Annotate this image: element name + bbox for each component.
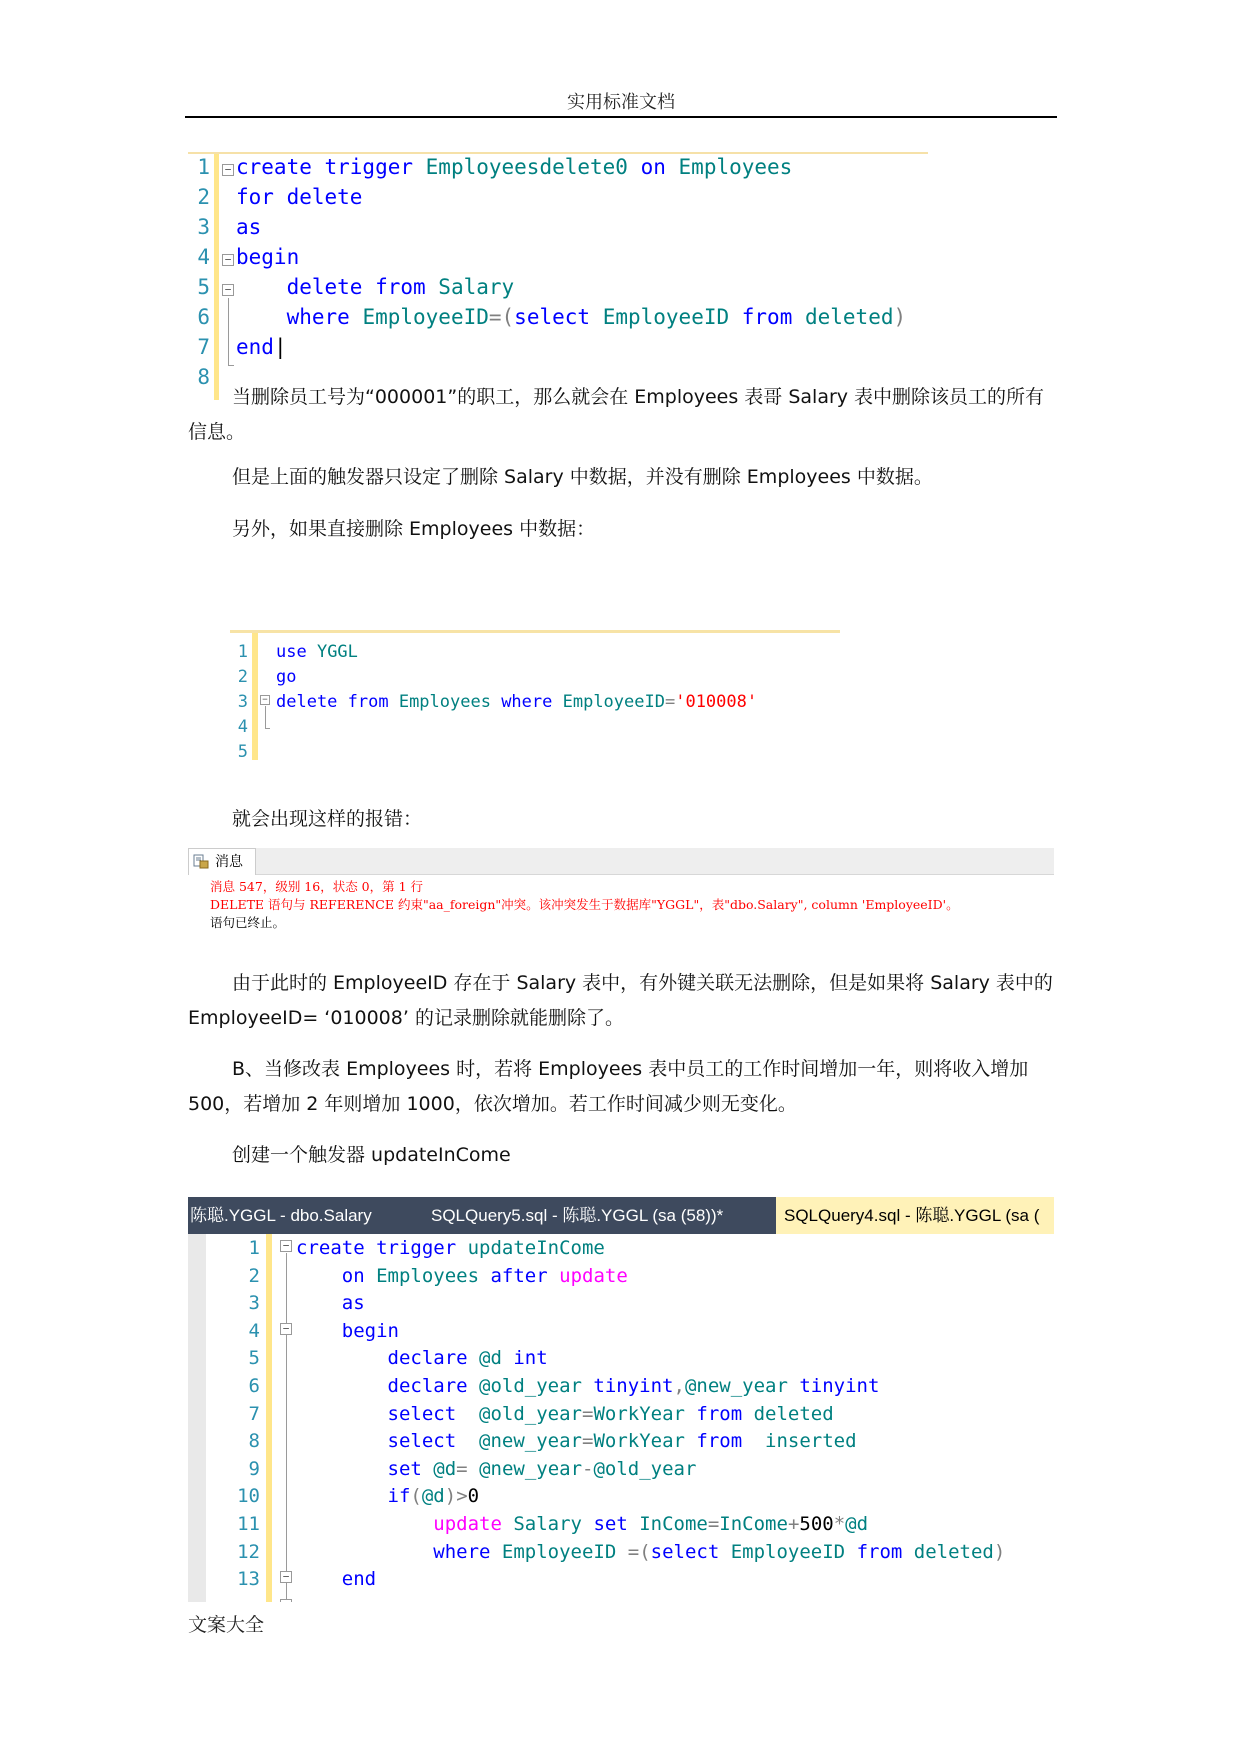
- code-token: @new_year: [479, 1430, 582, 1453]
- code-token: select: [387, 1430, 480, 1453]
- code-token: updateInCome: [467, 1237, 605, 1259]
- code-token: =(: [627, 1540, 651, 1563]
- line-number: 4: [248, 1319, 260, 1342]
- code-token: update: [559, 1264, 628, 1287]
- code-token: go: [276, 667, 297, 687]
- code-token: as: [341, 1292, 365, 1315]
- code-line[interactable]: [296, 1428, 857, 1456]
- code-token: delete from: [286, 275, 439, 299]
- code-token: |: [273, 335, 287, 359]
- line-number: 1: [248, 1237, 260, 1259]
- code-token: Employees: [398, 692, 502, 712]
- code-token: '010008': [675, 692, 758, 712]
- code-token: [236, 305, 287, 329]
- collapse-icon[interactable]: −: [280, 1571, 292, 1583]
- code-token: @d: [421, 1485, 445, 1508]
- line-number: 6: [197, 305, 210, 329]
- code-token: deleted: [753, 1402, 834, 1425]
- code-token: EmployeeID: [362, 305, 489, 329]
- collapse-icon[interactable]: −: [222, 164, 234, 176]
- fold-guide-end: [265, 706, 270, 729]
- code-token: where: [501, 692, 563, 712]
- code-token: set: [387, 1457, 434, 1480]
- code-token: YGGL: [316, 642, 358, 662]
- code-line[interactable]: [236, 182, 362, 212]
- code-line[interactable]: [236, 272, 514, 302]
- line-number: 8: [248, 1430, 260, 1453]
- line-number: 5: [197, 275, 210, 299]
- code-token: where: [286, 305, 363, 329]
- collapse-icon[interactable]: −: [260, 695, 270, 705]
- code-token: *: [833, 1513, 846, 1535]
- code-line[interactable]: [236, 302, 906, 332]
- code-token: Salary: [438, 275, 515, 299]
- fold-guide-line: [286, 1253, 287, 1602]
- code-token: @old_year: [479, 1402, 582, 1425]
- code-token: [296, 1347, 388, 1369]
- code-line[interactable]: [236, 212, 261, 242]
- code-token: -: [582, 1457, 594, 1480]
- code-token: [296, 1458, 388, 1480]
- code-token: =: [707, 1513, 720, 1535]
- code-line[interactable]: [276, 665, 296, 690]
- collapse-icon[interactable]: −: [280, 1323, 292, 1335]
- line-number: 2: [197, 185, 210, 209]
- code-token: tinyint: [799, 1375, 880, 1397]
- code-token: InCome: [639, 1513, 708, 1535]
- code-token: Employees: [678, 155, 793, 179]
- code-token: [296, 1568, 342, 1590]
- code-token: =(: [488, 305, 515, 329]
- line-number: 13: [237, 1568, 260, 1591]
- code-token: EmployeeID: [730, 1540, 857, 1563]
- messages-icon: [193, 854, 209, 869]
- code-token: [236, 275, 287, 299]
- code-token: after: [490, 1264, 560, 1287]
- line-number: 9: [248, 1457, 260, 1480]
- collapse-icon[interactable]: −: [222, 254, 234, 266]
- code-token: 0: [467, 1485, 480, 1508]
- code-token: from: [856, 1540, 914, 1563]
- collapse-icon[interactable]: −: [222, 284, 234, 296]
- messages-panel: [188, 848, 1054, 938]
- code-token: @new_year: [479, 1457, 583, 1480]
- paragraph-1: 当删除员工号为“000001”的职工，那么就会在 Employees 表哥 Salary 表中删除该员工的所有信息。: [188, 386, 1045, 443]
- code-token: begin: [236, 245, 300, 269]
- code-line[interactable]: [296, 1456, 696, 1484]
- code-token: [296, 1430, 388, 1452]
- code-line[interactable]: [296, 1511, 868, 1539]
- code-token: inserted: [765, 1430, 857, 1453]
- code-line[interactable]: [296, 1290, 365, 1318]
- code-line[interactable]: [276, 690, 757, 715]
- code-token: deleted: [804, 305, 894, 329]
- code-line[interactable]: [296, 1345, 548, 1373]
- code-token: ,: [673, 1375, 685, 1397]
- line-number: 11: [237, 1513, 260, 1535]
- code-token: declare: [387, 1375, 480, 1397]
- code-token: tinyint: [593, 1375, 674, 1397]
- code-token: declare: [387, 1347, 480, 1370]
- change-margin-bar: [214, 154, 219, 400]
- code-token: use: [276, 642, 317, 662]
- messages-tab-label: 消息: [215, 854, 243, 870]
- error-line-1: 消息 547，级别 16，状态 0，第 1 行: [210, 879, 424, 894]
- paragraph-7: 创建一个触发器 updateInCome: [232, 1144, 511, 1166]
- change-margin-bar: [252, 633, 258, 760]
- code-token: if: [387, 1485, 411, 1508]
- code-token: [296, 1403, 388, 1425]
- code-token: on: [341, 1264, 377, 1287]
- collapse-icon[interactable]: −: [280, 1240, 292, 1252]
- code-token: int: [513, 1347, 548, 1370]
- code-token: Salary: [513, 1513, 594, 1535]
- code-token: ): [993, 1540, 1006, 1563]
- code-token: EmployeeID: [501, 1540, 628, 1563]
- code-token: 500: [799, 1513, 834, 1535]
- code-token: @new_year: [684, 1375, 800, 1397]
- code-token: [296, 1485, 388, 1507]
- code-token: =: [581, 1430, 594, 1453]
- editor-tabbar: [188, 1197, 1054, 1234]
- code-token: Employeesdelete0: [425, 155, 641, 179]
- code-token: ): [893, 305, 907, 329]
- code-token: [296, 1513, 433, 1535]
- code-token: [296, 1265, 342, 1287]
- line-number: 7: [248, 1402, 260, 1425]
- code-token: InCome: [719, 1513, 788, 1535]
- code-token: end: [236, 335, 274, 359]
- trigger-delete-code-block: [188, 152, 928, 400]
- line-number: 3: [248, 1292, 260, 1315]
- code-line[interactable]: [296, 1483, 479, 1511]
- editor-left-margin: [188, 1234, 206, 1602]
- tab-messages[interactable]: [188, 848, 256, 875]
- paragraph-6: B、当修改表 Employees 时，若将 Employees 表中员工的工作时间增加一年，则将收入增加 500，若增加 2 年则增加 1000，依次增加。若工作时间减少则无变化。: [188, 1058, 1029, 1115]
- line-number: 7: [197, 335, 210, 359]
- code-token: WorkYear: [593, 1430, 697, 1453]
- page-header: 实用标准文档: [567, 92, 675, 113]
- code-token: where: [433, 1540, 502, 1563]
- code-token: +: [787, 1513, 800, 1535]
- code-token: @old_year: [593, 1457, 697, 1480]
- line-number: 1: [197, 155, 210, 179]
- code-token: on: [640, 155, 679, 179]
- code-token: [296, 1320, 342, 1342]
- code-token: (: [410, 1485, 422, 1508]
- code-token: [296, 1375, 388, 1397]
- code-token: WorkYear: [593, 1402, 697, 1425]
- line-number: 3: [197, 215, 210, 239]
- code-token: =: [456, 1457, 480, 1480]
- line-number: 8: [197, 365, 210, 389]
- code-token: EmployeeID: [602, 305, 742, 329]
- code-token: create trigger: [236, 155, 426, 179]
- paragraph-4: 就会出现这样的报错：: [232, 808, 423, 830]
- code-token: for delete: [236, 185, 363, 209]
- code-line[interactable]: [296, 1235, 605, 1263]
- paragraph-3: 另外，如果直接删除 Employees 中数据：: [232, 518, 596, 540]
- messages-tabbar: [188, 848, 1054, 875]
- code-token: update: [433, 1513, 514, 1535]
- code-token: EmployeeID: [562, 692, 665, 712]
- tab-dbo-salary[interactable]: 陈聪.YGGL - dbo.Salary: [190, 1206, 372, 1225]
- code-token: from: [696, 1402, 754, 1425]
- fold-guide-end: [228, 320, 234, 366]
- code-token: select: [650, 1540, 731, 1563]
- code-token: end: [341, 1568, 377, 1591]
- change-margin-bar: [266, 1234, 272, 1602]
- editor-top-border: [230, 630, 840, 633]
- line-number: 5: [248, 1347, 260, 1370]
- line-number: 3: [237, 692, 248, 712]
- paragraph-2: 但是上面的触发器只设定了删除 Salary 中数据，并没有删除 Employees 中数据。: [232, 466, 933, 488]
- tab-sqlquery5[interactable]: SQLQuery5.sql - 陈聪.YGGL (sa (58))*: [431, 1206, 724, 1225]
- line-number: 1: [237, 642, 248, 662]
- code-token: select: [387, 1402, 480, 1425]
- code-token: [296, 1292, 342, 1314]
- code-line[interactable]: [236, 242, 299, 272]
- line-number: 4: [197, 245, 210, 269]
- delete-employees-code-block: [230, 630, 840, 760]
- code-token: Employees: [376, 1264, 491, 1287]
- code-token: @d: [433, 1457, 457, 1480]
- paragraph-5: 由于此时的 EmployeeID 存在于 Salary 表中，有外键关联无法删除，但是如果将 Salary 表中的 EmployeeID= ‘010008’ 的记录删除就能删除了。: [188, 972, 1053, 1029]
- code-token: begin: [341, 1319, 399, 1342]
- tab-sqlquery4[interactable]: SQLQuery4.sql - 陈聪.YGGL (sa (: [776, 1197, 1054, 1234]
- code-line[interactable]: [296, 1373, 879, 1401]
- code-line[interactable]: [296, 1539, 1005, 1567]
- line-number: 4: [237, 717, 248, 737]
- code-line[interactable]: [236, 332, 287, 362]
- line-number: 2: [248, 1264, 260, 1287]
- line-number: 6: [248, 1375, 260, 1397]
- line-number: 5: [237, 742, 248, 762]
- code-token: create trigger: [296, 1237, 468, 1259]
- code-token: deleted: [913, 1540, 994, 1563]
- code-token: )>: [444, 1485, 468, 1508]
- code-token: =: [581, 1402, 594, 1425]
- code-token: select: [514, 305, 603, 329]
- code-line[interactable]: [296, 1566, 376, 1594]
- line-number: 10: [237, 1485, 260, 1508]
- code-token: from: [696, 1430, 766, 1453]
- error-line-2: DELETE 语句与 REFERENCE 约束"aa_foreign"冲突。该冲突发生于数据库"YGGL"，表"dbo.Salary", column 'EmployeeID'。: [210, 897, 959, 912]
- code-token: from: [741, 305, 805, 329]
- collapse-icon[interactable]: [280, 1599, 292, 1602]
- line-number: 2: [237, 667, 248, 687]
- code-token: delete from: [276, 692, 399, 712]
- code-token: @d: [845, 1513, 869, 1535]
- code-token: @d: [479, 1347, 514, 1370]
- code-line[interactable]: [296, 1263, 628, 1291]
- update-income-code-block: [188, 1197, 1054, 1602]
- code-line[interactable]: [276, 640, 358, 665]
- code-line[interactable]: [236, 152, 792, 182]
- code-token: @old_year: [479, 1375, 594, 1397]
- line-number: 12: [237, 1540, 260, 1563]
- status-line: 语句已终止。: [210, 915, 286, 930]
- code-token: set: [593, 1513, 640, 1535]
- code-token: [296, 1541, 433, 1563]
- code-token: =: [664, 692, 676, 712]
- header-rule: [185, 116, 1057, 118]
- page-footer: 文案大全: [188, 1614, 265, 1636]
- code-line[interactable]: [296, 1318, 399, 1346]
- code-line[interactable]: [296, 1401, 834, 1429]
- code-token: as: [236, 215, 262, 239]
